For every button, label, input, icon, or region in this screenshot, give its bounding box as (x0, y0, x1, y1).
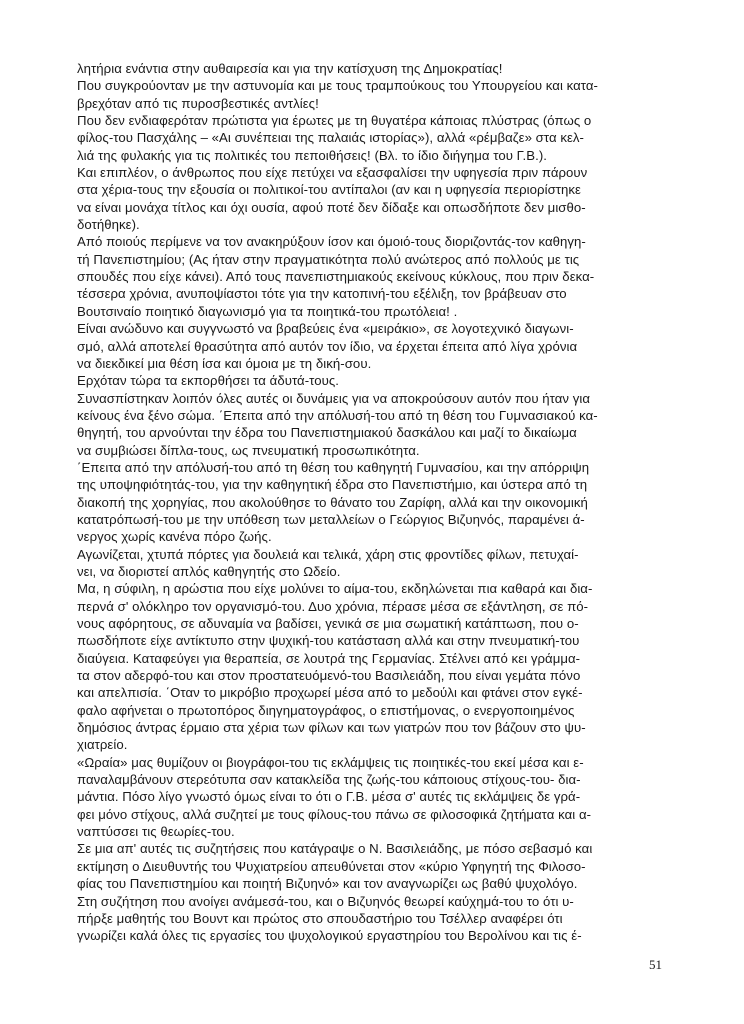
text-line: σπουδές που είχε κάνει). Από τους πανεπιστημιακούς εκείνους κύκλους, που πριν δεκα- (77, 269, 595, 285)
text-line: τα στον αδερφό-του και στον προστατευόμενό-του Βασιλειάδη, που είναι γεμάτα πόνο (77, 668, 581, 684)
text-line: δοτήθηκε). (77, 217, 140, 233)
text-line: λητήρια ενάντια στην αυθαιρεσία και για την κατίσχυση της Δημοκρατίας! (77, 61, 503, 76)
text-line: Βουτσιναίο ποιητικό διαγωνισμό για τα ποιητικά-του πρωτόλεια! . (77, 303, 458, 319)
text-line: Ερχόταν τώρα τα εκπορθήσει τα άδυτά-τους. (77, 373, 339, 389)
text-line: λιά της φυλακής για τις πολιτικές του πεποιθήσεις! (Βλ. το ίδιο διήγημα του Γ.Β.). (77, 147, 547, 163)
text-line: φει μόνο στίχους, αλλά συζητεί με τους φίλους-του πάνω σε φιλοσοφικά ζητήματα και α- (77, 806, 592, 822)
text-line: Σε μια απ' αυτές τις συζητήσεις που κατάγραψε ο Ν. Βασιλειάδης, με πόσο σεβασμό και (77, 841, 593, 857)
text-line: τέσσερα χρόνια, ανυποψίαστοι τότε για την κατοπινή-του εξέλιξη, τον βράβευαν στο (77, 286, 567, 302)
text-line: θηγητή, του αρνούνται την έδρα του Πανεπιστημιακού δασκάλου και μαζί το δικαίωμα (77, 425, 577, 441)
text-line: παναλαμβάνουν στερεότυπα σαν κατακλείδα της ζωής-του κάποιους στίχους-του- δια- (77, 772, 581, 788)
text-line: να είναι μονάχα τίτλος και όχι ουσία, αφού ποτέ δεν δίδαξε και οπωσδήποτε δεν μισθο- (77, 199, 586, 215)
text-line: «Ωραία» μας θυμίζουν οι βιογράφοι-του τις εκλάμψεις τις ποιητικές-του εκεί μέσα και ε- (77, 754, 584, 770)
text-line: πήρξε μαθητής του Βουντ και πρώτος στο σπουδαστήριο του Τσέλλερ αναφέρει ότι (77, 910, 563, 926)
text-line: τή Πανεπιστημίου; (Ας ήταν στην πραγματικότητα πολύ ανώτερος από πολλούς με τις (77, 251, 580, 267)
text-line: ναπτύσσει τις θεωρίες-του. (77, 824, 235, 840)
text-line: της υποψηφιότητάς-του, για την καθηγητική έδρα στο Πανεπιστήμιο, και ύστερα από τη (77, 477, 588, 493)
text-line: περνά σ' ολόκληρο τον οργανισμό-του. Δυο χρόνια, πέρασε μέσα σε εξάντληση, σε πό- (77, 598, 589, 614)
text-line: φαλο αφήνεται ο πρωτοπόρος διηγηματογράφος, ο επιστήμονας, ο ενεργοποιημένος (77, 702, 575, 718)
text-line: κείνους ένα ξένο σώμα. ΄Επειτα από την απόλυσή-του από τη θέση του Γυμνασιακού κα- (77, 407, 598, 423)
text-line: σμό, αλλά αποτελεί θρασύτητα από αυτόν τον ίδιο, να έρχεται έπειτα από λίγα χρόνια (77, 338, 578, 354)
text-line: ΄Επειτα από την απόλυσή-του από τη θέση του καθηγητή Γυμνασίου, και την απόρριψη (77, 459, 590, 475)
text-line: βρεχόταν από τις πυροσβεστικές αντλίες! (77, 95, 319, 111)
text-line: Στη συζήτηση που ανοίγει ανάμεσά-του, και ο Βιζυηνός θεωρεί καύχημά-του το ότι υ- (77, 893, 574, 909)
text-line: Μα, η σύφιλη, η αρώστια που είχε μολύνει το αίμα-του, εκδηλώνεται πια καθαρά και δια- (77, 581, 593, 597)
text-line: μάντια. Πόσο λίγο γνωστό όμως είναι το ότι ο Γ.Β. μέσα σ' αυτές τις εκλάμψεις δε γρά- (77, 789, 581, 805)
text-line: στα χέρια-τους την εξουσία οι πολιτικοί-του αντίπαλοι (αν και η υφηγεσία περιορίστηκε (77, 182, 581, 198)
text-line: φίας του Πανεπιστημίου και ποιητή Βιζυηνό» και τον αναγνωρίζει ως βαθύ ψυχολόγο. (77, 876, 578, 892)
text-line: νεργος χωρίς κανένα πόρο ζωής. (77, 529, 272, 545)
text-line: Που συγκρούονταν με την αστυνομία και με τους τραμπούκους του Υπουργείου και κατα- (77, 78, 598, 94)
text-line: διακοπή της χορηγίας, που ακολούθησε το θάνατο του Ζαρίφη, αλλά και την οικονομική (77, 494, 588, 510)
text-line: Συνασπίστηκαν λοιπόν όλες αυτές οι δυνάμεις για να αποκρούσουν αυτόν που ήταν για (77, 390, 591, 406)
page-number: 51 (649, 957, 662, 972)
text-line: Αγωνίζεται, χτυπά πόρτες για δουλειά και τελικά, χάρη στις φροντίδες φίλων, πετυχαί- (77, 546, 579, 562)
text-line: εκτίμηση ο Διευθυντής του Ψυχιατρείου απευθύνεται στον «κύριο Υφηγητή της Φιλοσο- (77, 858, 586, 874)
text-line: νους αφόρητους, σε αδυναμία να βαδίσει, γενικά σε μια σωματική κατάπτωση, που ο- (77, 616, 579, 631)
text-line: διαύγεια. Καταφεύγει για θεραπεία, σε λουτρά της Γερμανίας. Στέλνει από κει γράμμα- (77, 650, 581, 666)
text-line: και απελπισία. ΄Οταν το μικρόβιο προχωρεί μέσα από το μεδούλι και φτάνει στον εγκέ- (77, 685, 583, 701)
text-line: γνωρίζει καλά όλες τις εργασίες του ψυχολογικού εργαστηρίου του Βερολίνου και τις έ- (77, 928, 582, 944)
text-line: φίλος-του Πασχάλης – «Αι συνέπειαι της παλαιάς ιστορίας»), αλλά «ρέμβαζε» στα κελ- (77, 130, 584, 146)
text-line: χιατρείο. (77, 737, 128, 753)
text-line: Και επιπλέον, ο άνθρωπος που είχε πετύχει να εξασφαλίσει την υφηγεσία πριν πάρουν (77, 165, 588, 181)
text-line: δημόσιος άντρας έρμαιο στα χέρια των φίλων και των γιατρών που τον βάζουν στο ψυ- (77, 720, 586, 736)
text-line: πωσδήποτε είχε αντίκτυπο στην ψυχική-του κατάσταση αλλά και στην πνευματική-του (77, 633, 580, 649)
text-line: Από ποιούς περίμενε να τον ανακηρύξουν ίσον και όμοιό-τους διοριζοντάς-τον καθηγη- (77, 234, 586, 250)
text-line: Που δεν ενδιαφερόταν πρώτιστα για έρωτες με τη θυγατέρα κάποιας πλύστρας (όπως ο (77, 113, 592, 129)
text-line: νει, να διοριστεί απλός καθηγητής στο Ωδείο. (77, 563, 341, 579)
body-text (77, 60, 667, 945)
text-line: Είναι ανώδυνο και συγγνωστό να βραβεύεις ένα «μειράκιο», σε λογοτεχνικό διαγωνι- (77, 321, 574, 337)
text-line: να διεκδικεί μια θέση ίσα και όμοια με τη δική-σου. (77, 355, 372, 371)
text-line: κατατρόπωσή-του με την υπόθεση των μεταλλείων ο Γεώργιος Βιζυηνός, παραμένει ά- (77, 511, 585, 527)
text-line: να συμβιώσει δίπλα-τους, ως πνευματική προσωπικότητα. (77, 442, 420, 458)
